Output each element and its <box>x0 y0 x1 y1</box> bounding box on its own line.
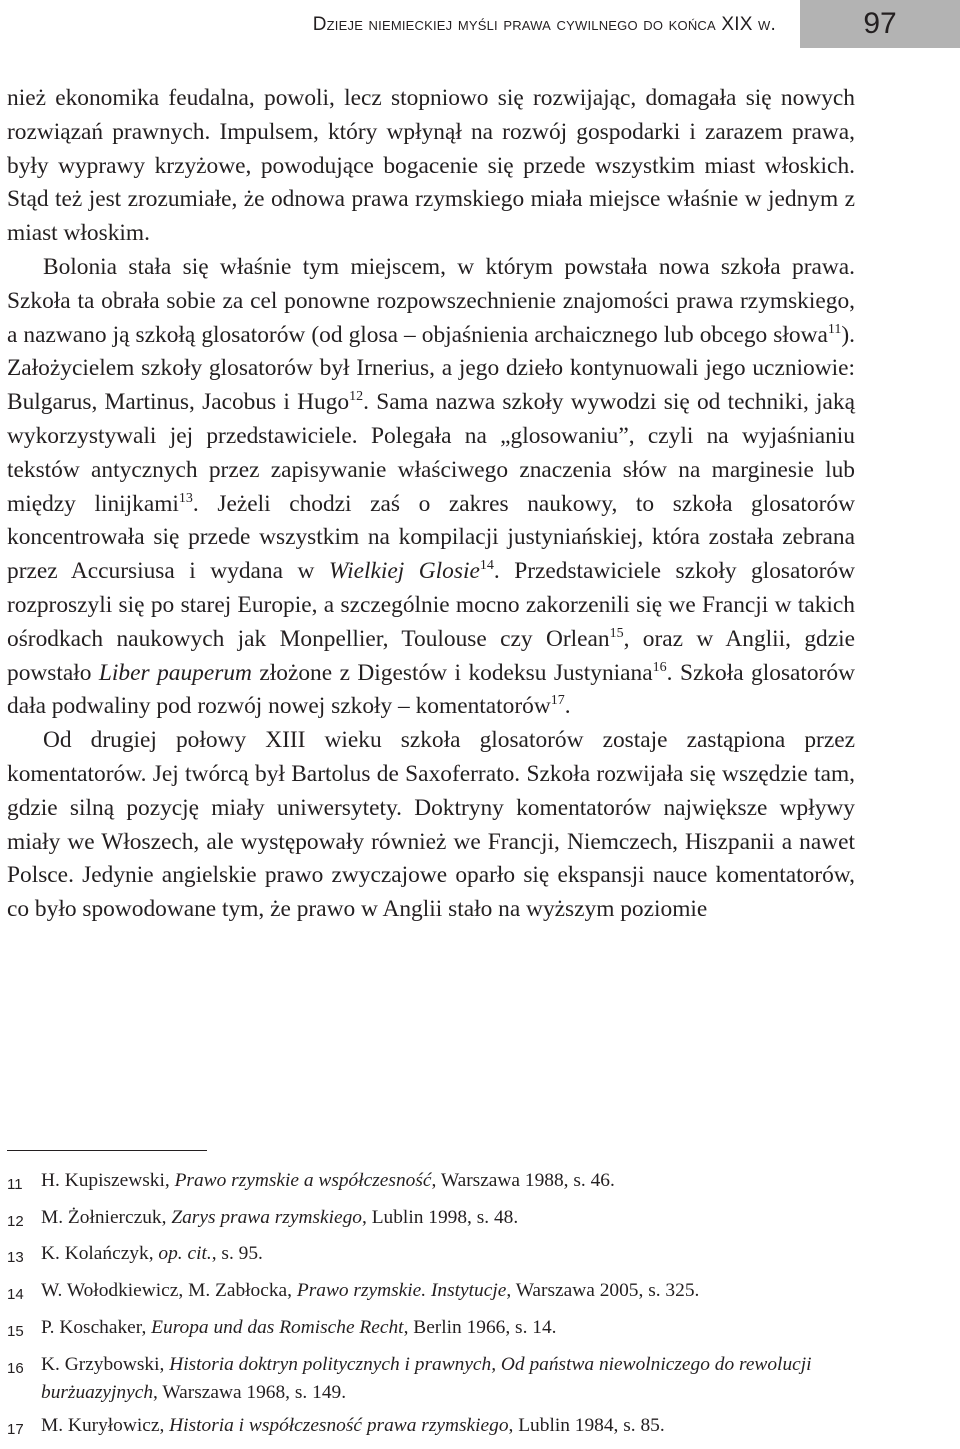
footnote-title: Zarys prawa rzymskiego <box>171 1206 362 1228</box>
footnote-author: M. Żołnierczuk, <box>41 1206 172 1228</box>
footnote-17 <box>7 1412 855 1445</box>
footnote-ref-15[interactable]: 15 <box>609 625 624 641</box>
paragraph-3 <box>7 724 855 927</box>
footnote-text <box>41 1167 855 1196</box>
footnote-title: Prawo rzymskie a współczesność <box>174 1170 432 1191</box>
footnote-ref-17[interactable]: 17 <box>550 693 565 709</box>
page-header <box>0 0 960 48</box>
footnote-title: Europa und das Romische Recht <box>151 1316 404 1338</box>
footnote-title: Historia doktryn politycznych i prawnych, Od państwa niewolniczego do rewolucji burżuazyjnych <box>41 1353 812 1404</box>
footnote-ref-16[interactable]: 16 <box>652 659 667 675</box>
footnote-text <box>41 1240 855 1269</box>
footnote-author: H. Kupiszewski, <box>41 1170 175 1191</box>
footnote-title: Prawo rzymskie. Instytucje <box>296 1280 507 1302</box>
footnote-number: 15 <box>7 1322 24 1340</box>
paragraph-2-text-b: ). Założycielem szkoły glosatorów był Irnerius, a jego dzieło kontynuowali jego uczniowie: Bulgarus, Martinus, Jacobus i Hugo <box>7 321 855 416</box>
footnote-number: 17 <box>7 1420 24 1438</box>
footnote-author: M. Kuryłowicz, <box>41 1414 170 1436</box>
title-liber-pauperum: Liber pauperum <box>98 659 252 686</box>
paragraph-1 <box>7 82 855 251</box>
footnote-ref-12[interactable]: 12 <box>349 389 364 405</box>
paragraph-2-text-h: . Szkoła glosatorów dała podwaliny pod rozwój nowej szkoły – komentatorów <box>7 659 856 720</box>
footnote-title: op. cit. <box>158 1243 212 1265</box>
footnote-number: 14 <box>7 1286 24 1304</box>
footnote-13 <box>7 1240 855 1273</box>
footnote-text <box>41 1277 855 1306</box>
paragraph-2-text-i: . <box>564 693 571 720</box>
footnote-number: 12 <box>7 1212 24 1230</box>
footnote-number: 16 <box>7 1359 24 1377</box>
title-wielka-glosa: Wielkiej Glosie <box>328 558 480 585</box>
paragraph-2-text-g: złożone z Digestów i kodeksu Justyniana <box>251 659 653 686</box>
footnote-text <box>41 1412 855 1441</box>
footnote-author: P. Koschaker, <box>41 1316 152 1338</box>
footnote-text <box>41 1314 855 1343</box>
footnotes <box>7 1167 855 1449</box>
footnote-14 <box>7 1277 855 1310</box>
paragraph-2-text-f: , oraz w Anglii, gdzie powstało <box>7 625 856 686</box>
paragraph-2-text-a: Bolonia stała się właśnie tym miejscem, w którym powstała nowa szkoła prawa. Szkoła ta obrała sobie za cel ponowne rozpowszechnienie znajomości prawa rzymskiego, a nazwano ją szkołą glosatorów (od glosa – objaśnienia archaicznego lub obcego słowa <box>7 253 855 348</box>
footnote-16 <box>7 1351 855 1408</box>
footnote-author: K. Grzybowski, <box>41 1353 170 1375</box>
footnote-15 <box>7 1314 855 1347</box>
footnote-author: K. Kolańczyk, <box>41 1243 159 1265</box>
footnote-12 <box>7 1204 855 1237</box>
footnote-rule <box>7 1150 207 1151</box>
footnote-publication: , Warszawa 2005, s. 325. <box>506 1280 700 1302</box>
footnote-publication: , Warszawa 1968, s. 149. <box>153 1382 347 1404</box>
footnote-publication: , Warszawa 1988, s. 46. <box>431 1170 615 1191</box>
paragraph-1-text: nież ekonomika feudalna, powoli, lecz stopniowo się rozwijając, domagała się nowych rozwiązań prawnych. Impulsem, który wpłynął na rozwój gospodarki i zarazem prawa, były wyprawy krzyżowe, powodujące bogacenie się przede wszystkim miast włoskich. Stąd też jest zrozumiałe, że odnowa prawa rzymskiego miała miejsce właśnie w jednym z miast włoskim. <box>7 85 855 247</box>
footnote-11 <box>7 1167 855 1200</box>
footnote-text <box>41 1204 855 1233</box>
paragraph-2-text-e: . Przedstawiciele szkoły glosatorów rozproszyli się po starej Europie, a szczególnie mocno zakorzenili się we Francji w takich ośrodkach naukowych jak Monpellier, Toulouse czy Orlean <box>7 558 855 652</box>
footnote-number: 13 <box>7 1249 24 1267</box>
footnote-publication: , Lublin 1984, s. 85. <box>508 1414 665 1436</box>
footnote-author: W. Wołodkiewicz, M. Zabłocka, <box>41 1280 297 1302</box>
footnote-publication: , Berlin 1966, s. 14. <box>403 1316 557 1338</box>
footnote-title: Historia i współczesność prawa rzymskiego <box>169 1414 509 1436</box>
body-text <box>7 82 855 927</box>
paragraph-3-text: Od drugiej połowy XIII wieku szkoła glosatorów zostaje zastąpiona przez komentatorów. Jej twórcą był Bartolus de Saxoferrato. Szkoła rozwijała się wszędzie tam, gdzie silną pozycję miały uniwersytety. Doktryny komentatorów największe wpływy miały we Włoszech, ale występowały również we Francji, Niemczech, Hiszpanii a nawet Polsce. Jedynie angielskie prawo zwyczajowe oparło się ekspansji nauce komentatorów, co było spowodowane tym, że prawo w Anglii stało na wyższym poziomie <box>7 727 855 923</box>
page-number: 97 <box>800 0 960 48</box>
footnote-ref-13[interactable]: 13 <box>178 490 193 506</box>
running-title: Dzieje niemieckiej myśli prawa cywilnego do końca XIX w. <box>312 14 776 35</box>
footnote-publication: , s. 95. <box>211 1243 263 1265</box>
paragraph-2-text-c: . Sama nazwa szkoły wywodzi się od techniki, jaką wykorzystywali jej przedstawiciele. Polegała na „glosowaniu”, czyli na wyjaśnianiu tekstów antycznych przez zapisywanie właściwego znaczenia słów na marginesie lub między linijkami <box>7 389 855 517</box>
footnote-text <box>41 1351 855 1408</box>
paragraph-2-text-d: . Jeżeli chodzi zaś o zakres naukowy, to szkoła glosatorów koncentrowała się przede wszystkim na kompilacji justyniańskiej, która została zebrana przez Accursiusa i wydana w <box>7 490 855 585</box>
footnote-number: 11 <box>7 1176 23 1193</box>
footnote-ref-14[interactable]: 14 <box>479 558 494 574</box>
footnote-publication: , Lublin 1998, s. 48. <box>362 1206 519 1228</box>
paragraph-2 <box>7 251 855 724</box>
footnote-ref-11[interactable]: 11 <box>827 321 842 337</box>
